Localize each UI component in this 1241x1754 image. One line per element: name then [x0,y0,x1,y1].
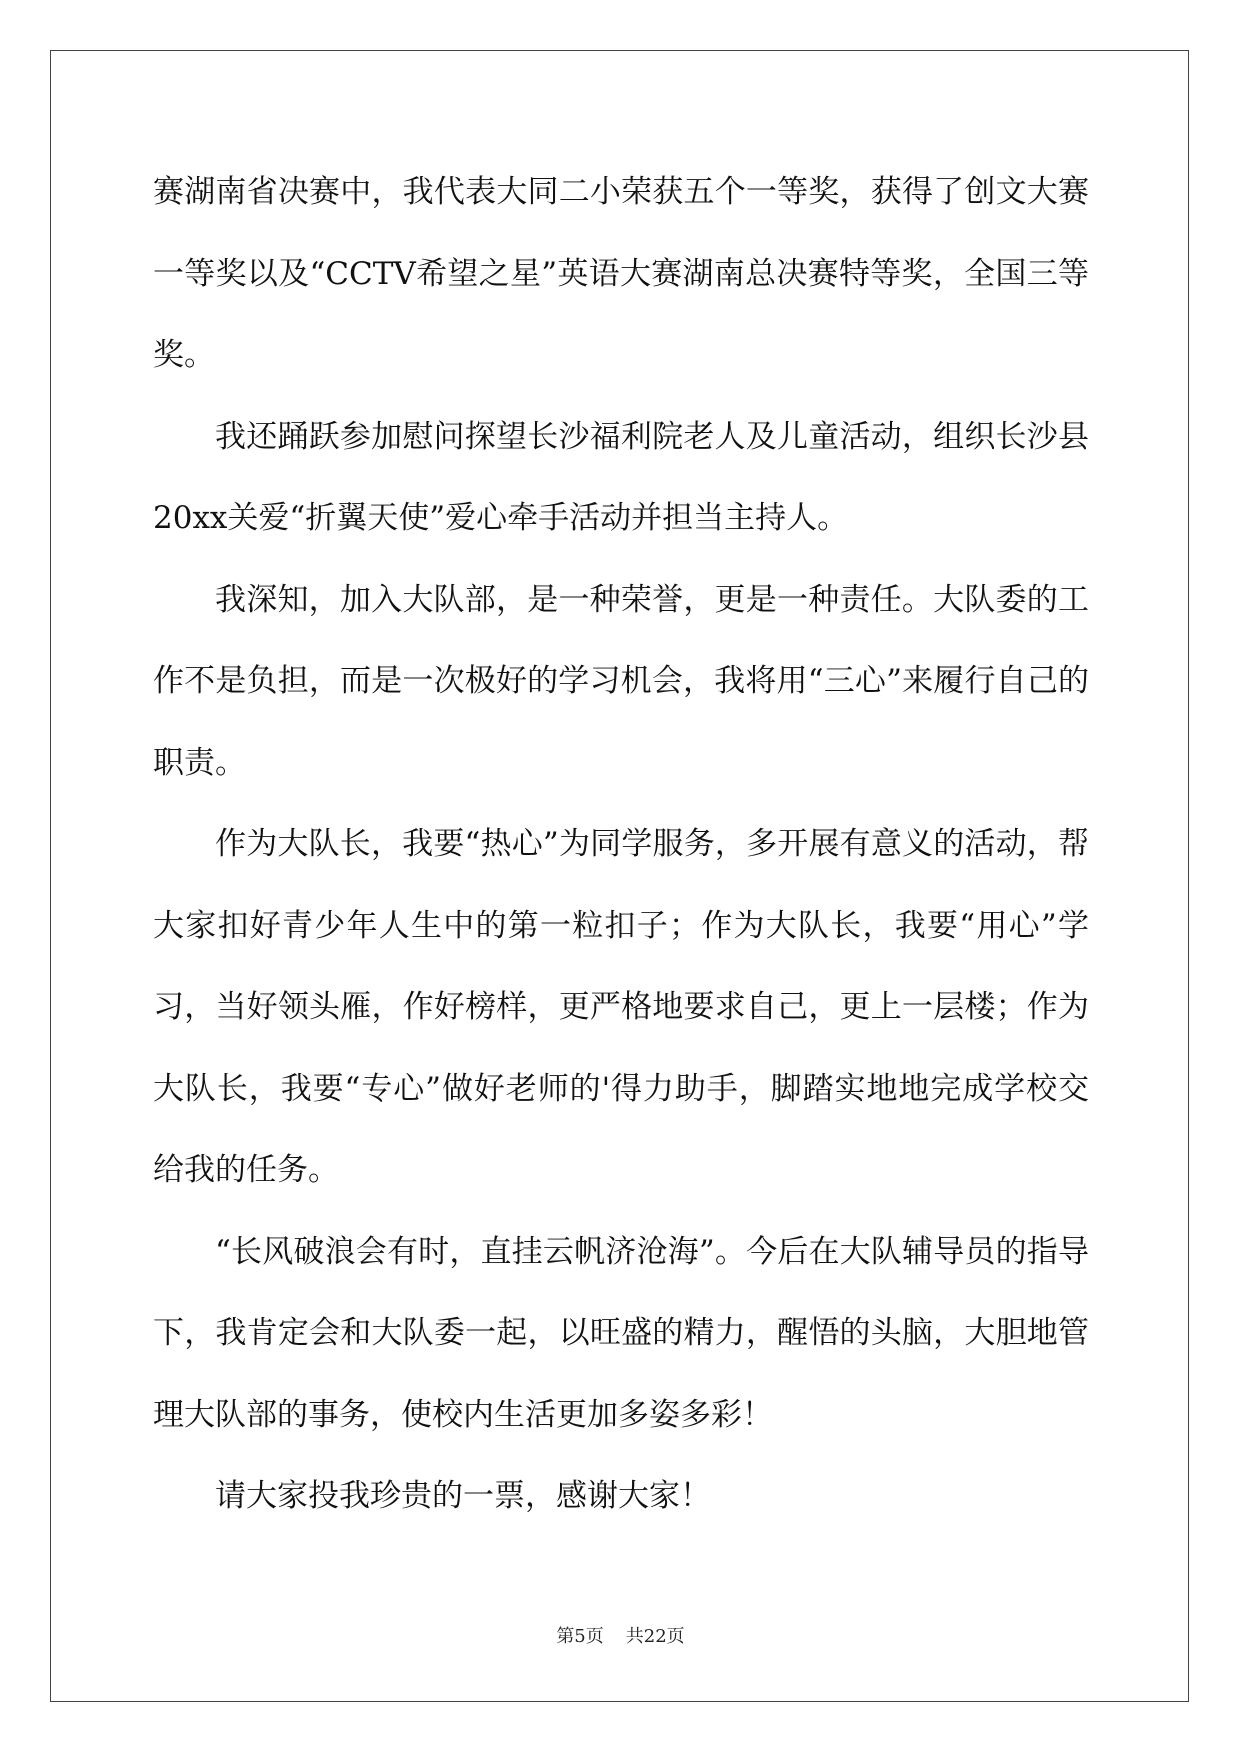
page-total: 共22页 [625,1626,685,1647]
paragraph-5: “长风破浪会有时，直挂云帆济沧海”。今后在大队辅导员的指导下，我肯定会和大队委一起，以旺盛的精力，醒悟的头脑，大胆地管理大队部的事务，使校内生活更加多姿多彩！ [153,1233,1089,1433]
document-body [153,152,1089,1538]
paragraph-6: 请大家投我珍贵的一票，感谢大家！ [215,1478,711,1514]
paragraph-2: 我还踊跃参加慰问探望长沙福利院老人及儿童活动，组织长沙县20xx关爱“折翼天使”爱心牵手活动并担当主持人。 [153,418,1089,536]
page-number: 第5页 [556,1626,604,1647]
page-footer [0,1622,1241,1648]
paragraph-4: 作为大队长，我要“热心”为同学服务，多开展有意义的活动，帮大家扣好青少年人生中的第一粒扣子；作为大队长，我要“用心”学习，当好领头雁，作好榜样，更严格地要求自己，更上一层楼；作为大队长，我要“专心”做好老师的'得力助手，脚踏实地地完成学校交给我的任务。 [153,826,1089,1188]
paragraph-1: 赛湖南省决赛中，我代表大同二小荣获五个一等奖，获得了创文大赛一等奖以及“CCTV希望之星”英语大赛湖南总决赛特等奖，全国三等奖。 [153,174,1089,373]
paragraph-3: 我深知，加入大队部，是一种荣誉，更是一种责任。大队委的工作不是负担，而是一次极好的学习机会，我将用“三心”来履行自己的职责。 [153,581,1089,781]
